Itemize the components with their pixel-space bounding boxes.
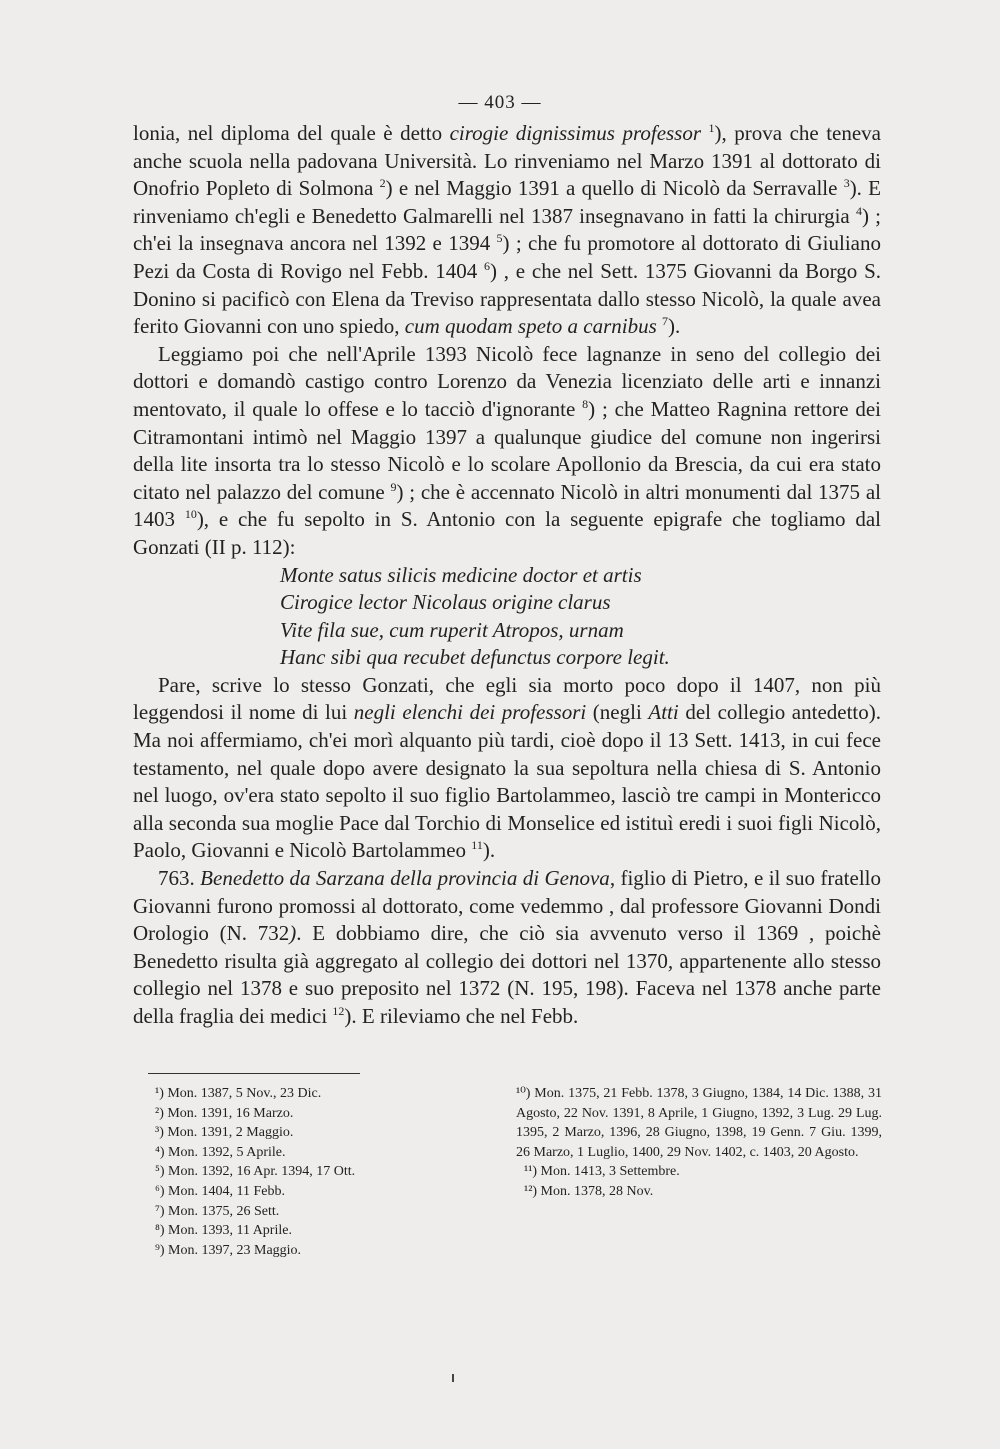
footnotes-left-column	[155, 1084, 475, 1260]
footnote: ¹⁰) Mon. 1375, 21 Febb. 1378, 3 Giugno, 1384, 14 Dic. 1388, 31 Agosto, 22 Nov. 1391, 8 Aprile, 1 Giugno, 1392, 3 Lug. 29 Lug. 1395, 2 Marzo, 1396, 28 Giugno, 1398, 19 Genn. 7 Giu. 1399, 26 Marzo, 1 Luglio, 1400, 29 Nov. 1402, c. 1403, 20 Agosto.	[516, 1086, 882, 1160]
footnote: ¹) Mon. 1387, 5 Nov., 23 Dic.	[155, 1086, 322, 1101]
page-number: — 403 —	[458, 92, 542, 113]
paragraph-4: 763. Benedetto da Sarzana della provincia di Genova, figlio di Pietro, e il suo fratello Giovanni furono promossi al dottorato, come vedemmo , dal professore Giovanni Dondi Orologio (N. 732). E dobbiamo dire, che ciò sia avvenuto verso il 1369 , poichè Benedetto risulta già aggregato al collegio dei dottori nel 1370, appartenente allo stesso collegio nel 1378 e suo preposito nel 1372 (N. 195, 198). Faceva nel 1378 anche parte della fraglia dei medici $^{12}$). E rileviamo che nel Febb.	[133, 866, 882, 1028]
footnotes-right-column	[516, 1084, 882, 1202]
footnote: ⁶) Mon. 1404, 11 Febb.	[155, 1183, 285, 1199]
footnote: ³) Mon. 1391, 2 Maggio.	[155, 1125, 294, 1141]
epigraph-line: Cirogice lector Nicolaus origine clarus	[280, 590, 611, 615]
footnote: ⁵) Mon. 1392, 16 Apr. 1394, 17 Ott.	[155, 1164, 356, 1180]
paragraph-3: Pare, scrive lo stesso Gonzati, che egli sia morto poco dopo il 1407, non più leggendosi il nome di lui negli elenchi dei professori (negli Atti del collegio antedetto). Ma noi affermiamo, ch'ei morì alquanto più tardi, cioè dopo il 13 Sett. 1413, in cui fece testamento, nel quale dopo avere designato la sua sepoltura nella chiesa di S. Antonio nel luogo, ov'era stato sepolto il suo figlio Bartolammeo, lasciò tre campi in Montericco alla seconda sua moglie Pace dal Torchio di Monselice ed istituì eredi i suoi figli Nicolò, Paolo, Giovanni e Nicolò Bartolammeo $^{11}$).	[133, 672, 882, 863]
footnote: ⁴) Mon. 1392, 5 Aprile.	[155, 1144, 286, 1160]
footnote-divider	[148, 1073, 360, 1074]
print-mark	[452, 1374, 454, 1382]
footnote: ⁹) Mon. 1397, 23 Maggio.	[155, 1242, 302, 1258]
footnote: ⁸) Mon. 1393, 11 Aprile.	[155, 1223, 292, 1239]
epigraph-line: Hanc sibi qua recubet defunctus corpore legit.	[280, 645, 670, 670]
footnote: ²) Mon. 1391, 16 Marzo.	[155, 1105, 294, 1121]
footnote: ¹²) Mon. 1378, 28 Nov.	[524, 1183, 654, 1199]
footnote: ⁷) Mon. 1375, 26 Sett.	[155, 1203, 280, 1219]
body-text	[133, 120, 881, 1031]
footnote: ¹¹) Mon. 1413, 3 Settembre.	[524, 1164, 680, 1180]
paragraph-2: Leggiamo poi che nell'Aprile 1393 Nicolò fece lagnanze in seno del collegio dei dottori e domandò castigo contro Lorenzo da Venezia licenziato delle arti e innanzi mentovato, il quale lo offese e lo tacciò d'ignorante $^8$) ; che Matteo Ragnina rettore dei Citramontani intimò nel Maggio 1397 a qualunque giudice del comune non ingerirsi della lite insorta tra lo stesso Nicolò e lo scolare Apollonio da Brescia, da cui era stato citato nel palazzo del comune $^9$) ; che è accennato Nicolò in altri monumenti dal 1375 al 1403 $^{10}$), e che fu sepolto in S. Antonio con la seguente epigrafe che togliamo dal Gonzati (II p. 112):	[133, 341, 882, 559]
paragraph-1: lonia, nel diploma del quale è detto cirogie dignissimus professor $^1$), prova che teneva anche scuola nella padovana Università. Lo rinveniamo nel Marzo 1391 al dottorato di Onofrio Popleto di Solmona $^2$) e nel Maggio 1391 a quello di Nicolò da Serravalle $^3$). E rinveniamo ch'egli e Benedetto Galmarelli nel 1387 insegnavano in fatti la chirurgia $^4$) ; ch'ei la insegnava ancora nel 1392 e 1394 $^5$) ; che fu promotore al dottorato di Giuliano Pezi da Costa di Rovigo nel Febb. 1404 $^6$) , e che nel Sett. 1375 Giovanni da Borgo S. Donino si pacificò con Elena da Treviso rappresentata dallo stesso Nicolò, la quale avea ferito Giovanni con uno spiedo, cum quodam speto a carnibus $^7$).	[133, 121, 881, 339]
epigraph	[133, 562, 881, 672]
epigraph-line: Vite fila sue, cum ruperit Atropos, urnam	[280, 617, 624, 642]
epigraph-line: Monte satus silicis medicine doctor et artis	[280, 562, 642, 587]
